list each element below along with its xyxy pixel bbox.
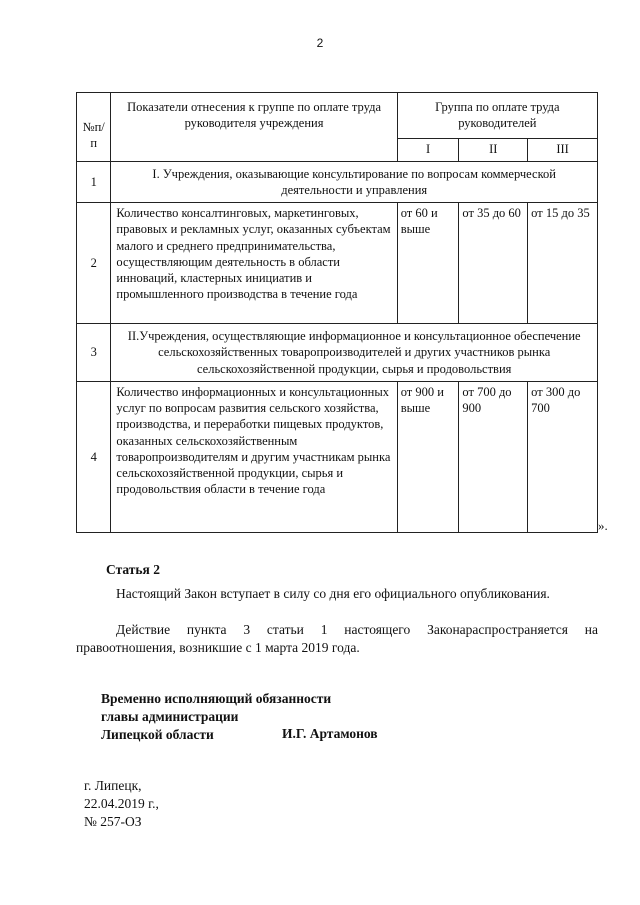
signature-title-line: Липецкой области xyxy=(101,727,214,742)
table-row xyxy=(77,324,598,382)
footer-date: 22.04.2019 г., xyxy=(84,796,159,811)
closing-quote: ». xyxy=(598,518,608,533)
criteria-table xyxy=(76,92,598,533)
row-group-iii-value: от 15 до 35 xyxy=(528,203,598,324)
page-number: 2 xyxy=(316,36,324,50)
row-num-cell: 4 xyxy=(77,381,111,532)
article-paragraph: Действие пункта 3 статьи 1 настоящего Законараспространяется на правоотношения, возникшие с 1 марта 2019 года. xyxy=(76,622,598,655)
signature-title-line: Временно исполняющий обязанности xyxy=(101,691,332,706)
row-group-iii-value: от 300 до 700 xyxy=(528,381,598,532)
row-description-cell: Количество информационных и консультационных услуг по вопросам развития сельского хозяйства, производства, и переработки пищевых продуктов, оказанных сельскохозяйственным товаропроизводителям и другим участникам рынка сельскохозяйственной продукции, сырья и продовольствия области в течение года xyxy=(111,381,397,532)
group-ii-cell: II xyxy=(459,138,528,161)
row-num-cell: 3 xyxy=(77,324,111,382)
row-group-i-value: от 900 и выше xyxy=(397,381,459,532)
header-indicator-cell: Показатели отнесения к группе по оплате труда руководителя учреждения xyxy=(111,93,397,162)
section-heading-cell: II.Учреждения, осуществляющие информационное и консультационное обеспечение сельскохозяйственных товаропроизводителей и других участников рынка сельскохозяйственной продукции, сырья и продовольствия xyxy=(111,324,598,382)
group-iii-cell: III xyxy=(528,138,598,161)
header-num-cell: №п/п xyxy=(77,93,111,162)
footer-law-number: № 257-ОЗ xyxy=(84,814,142,829)
table-row xyxy=(77,161,598,203)
row-group-ii-value: от 35 до 60 xyxy=(459,203,528,324)
group-i-cell: I xyxy=(397,138,459,161)
table-row xyxy=(77,381,598,532)
signature-title-line: главы администрации xyxy=(101,709,239,724)
footer-city: г. Липецк, xyxy=(84,778,142,793)
table-header-row xyxy=(77,93,598,139)
article-paragraph: Настоящий Закон вступает в силу со дня его официального опубликования. xyxy=(116,586,550,601)
article-heading: Статья 2 xyxy=(106,562,160,577)
section-heading-cell: I. Учреждения, оказывающие консультирование по вопросам коммерческой деятельности и управления xyxy=(111,161,598,203)
row-description-cell: Количество консалтинговых, маркетинговых, правовых и рекламных услуг, оказанных субъектам малого и среднего предпринимательства, осуществляющим деятельность в области инноваций, кластерных инициатив и промышленного производства в течение года xyxy=(111,203,397,324)
row-group-ii-value: от 700 до 900 xyxy=(459,381,528,532)
row-group-i-value: от 60 и выше xyxy=(397,203,459,324)
signer-name: И.Г. Артамонов xyxy=(282,726,378,741)
row-num-cell: 2 xyxy=(77,203,111,324)
header-group-cell: Группа по оплате труда руководителей xyxy=(397,93,597,139)
row-num-cell: 1 xyxy=(77,161,111,203)
table-row xyxy=(77,203,598,324)
